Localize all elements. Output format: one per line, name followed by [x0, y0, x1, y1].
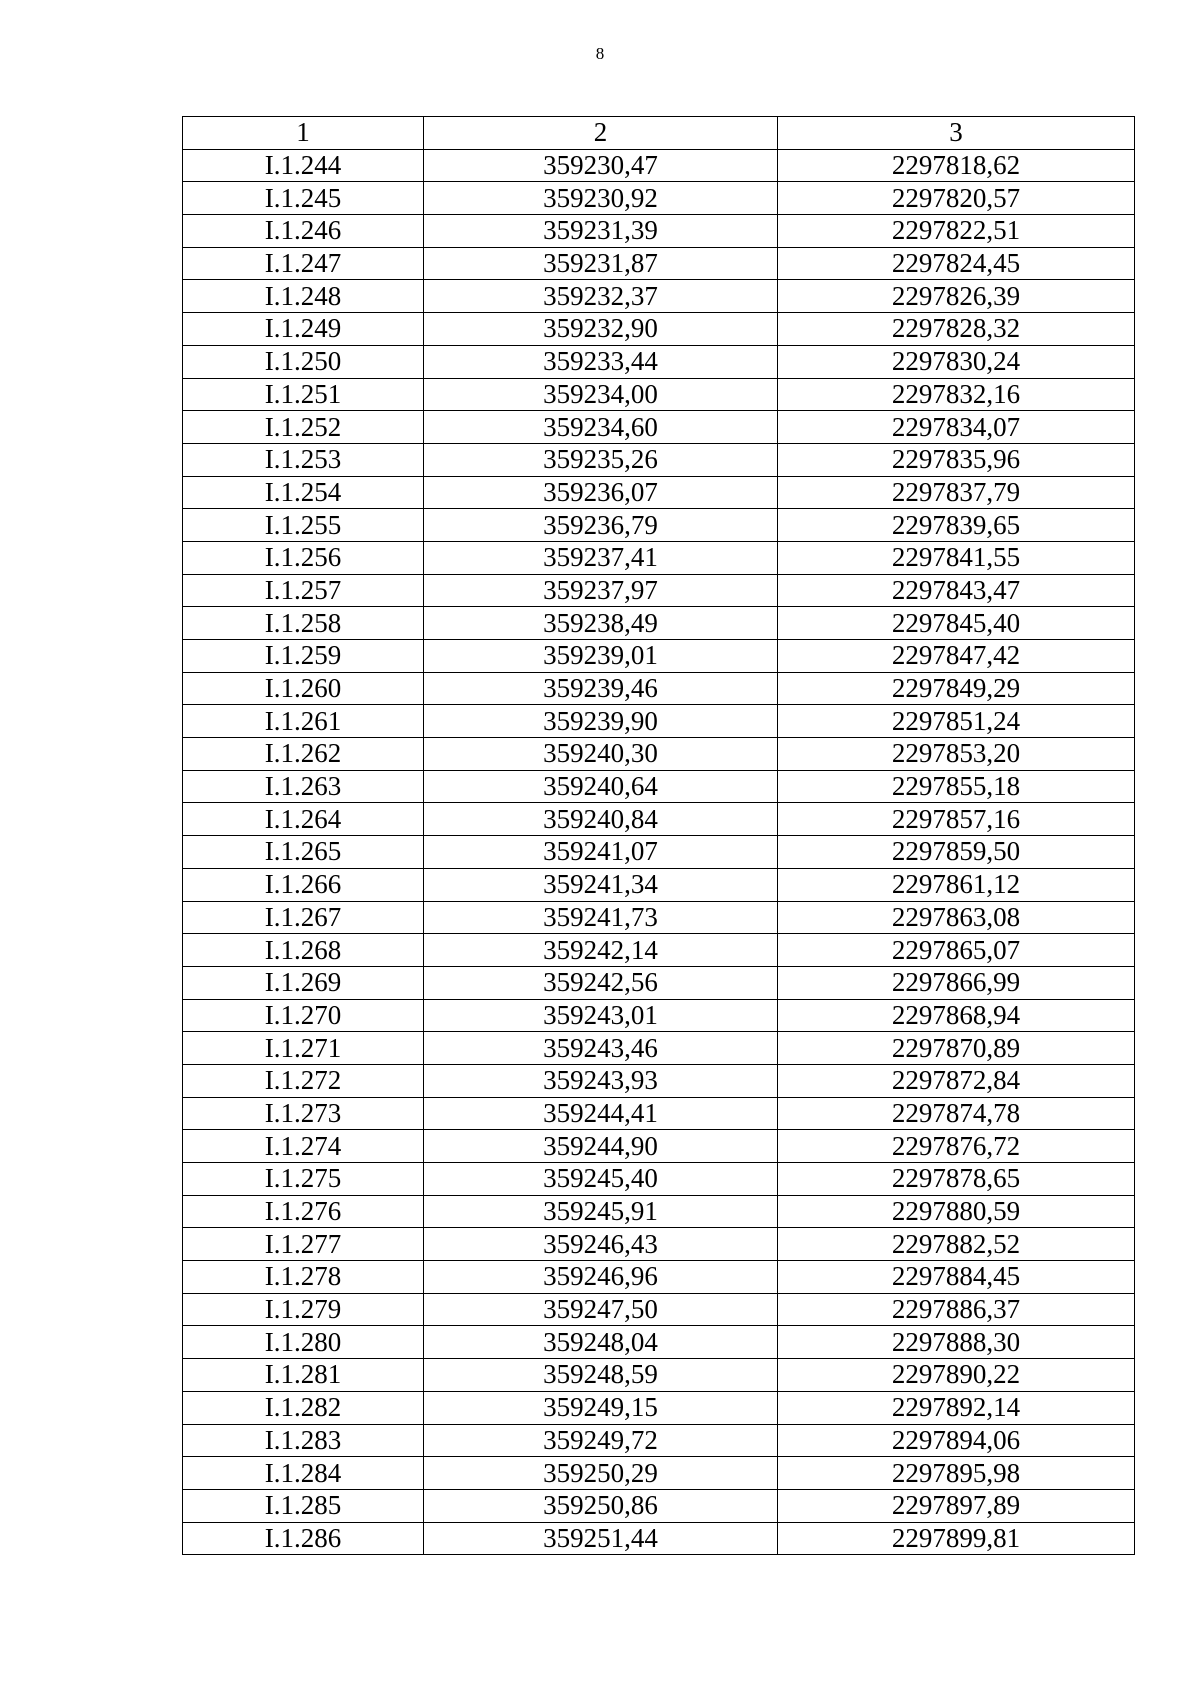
coordinate-y-cell: 2297895,98 [778, 1457, 1135, 1490]
coordinate-x-cell: 359240,84 [424, 803, 778, 836]
coordinate-y-cell: 2297851,24 [778, 705, 1135, 738]
coordinate-y-cell: 2297861,12 [778, 868, 1135, 901]
coordinate-x-cell: 359230,47 [424, 149, 778, 182]
coordinate-x-cell: 359237,41 [424, 541, 778, 574]
coordinate-x-cell: 359234,00 [424, 378, 778, 411]
coordinate-x-cell: 359230,92 [424, 182, 778, 215]
point-id-cell: I.1.285 [183, 1489, 424, 1522]
table-row [183, 541, 1135, 574]
point-id-cell: I.1.256 [183, 541, 424, 574]
point-id-cell: I.1.263 [183, 770, 424, 803]
table-row [183, 1522, 1135, 1555]
coordinate-y-cell: 2297870,89 [778, 1032, 1135, 1065]
point-id-cell: I.1.261 [183, 705, 424, 738]
coordinate-x-cell: 359251,44 [424, 1522, 778, 1555]
table-row [183, 1032, 1135, 1065]
point-id-cell: I.1.247 [183, 247, 424, 280]
table-row [183, 672, 1135, 705]
point-id-cell: I.1.281 [183, 1359, 424, 1392]
table-row [183, 934, 1135, 967]
coordinate-y-cell: 2297820,57 [778, 182, 1135, 215]
column-header-1: 1 [183, 117, 424, 150]
coordinate-x-cell: 359249,15 [424, 1391, 778, 1424]
point-id-cell: I.1.273 [183, 1097, 424, 1130]
point-id-cell: I.1.260 [183, 672, 424, 705]
point-id-cell: I.1.268 [183, 934, 424, 967]
coordinate-y-cell: 2297826,39 [778, 280, 1135, 313]
table-row [183, 999, 1135, 1032]
coordinate-x-cell: 359250,86 [424, 1489, 778, 1522]
coordinate-x-cell: 359231,87 [424, 247, 778, 280]
coordinate-x-cell: 359240,64 [424, 770, 778, 803]
table-row [183, 868, 1135, 901]
table-row [183, 378, 1135, 411]
coordinate-x-cell: 359246,96 [424, 1261, 778, 1294]
point-id-cell: I.1.250 [183, 345, 424, 378]
coordinate-x-cell: 359241,07 [424, 836, 778, 869]
point-id-cell: I.1.252 [183, 411, 424, 444]
table-row [183, 215, 1135, 248]
table-row [183, 966, 1135, 999]
table-row [183, 1261, 1135, 1294]
coordinate-x-cell: 359231,39 [424, 215, 778, 248]
table-row [183, 803, 1135, 836]
coordinate-y-cell: 2297834,07 [778, 411, 1135, 444]
table-row [183, 1163, 1135, 1196]
table-row [183, 1097, 1135, 1130]
point-id-cell: I.1.272 [183, 1064, 424, 1097]
point-id-cell: I.1.249 [183, 313, 424, 346]
point-id-cell: I.1.274 [183, 1130, 424, 1163]
coordinate-x-cell: 359238,49 [424, 607, 778, 640]
coordinate-x-cell: 359249,72 [424, 1424, 778, 1457]
coordinate-y-cell: 2297835,96 [778, 443, 1135, 476]
coordinate-y-cell: 2297884,45 [778, 1261, 1135, 1294]
coordinate-y-cell: 2297897,89 [778, 1489, 1135, 1522]
coordinate-y-cell: 2297839,65 [778, 509, 1135, 542]
coordinate-x-cell: 359243,93 [424, 1064, 778, 1097]
coordinate-x-cell: 359245,40 [424, 1163, 778, 1196]
coordinate-y-cell: 2297863,08 [778, 901, 1135, 934]
point-id-cell: I.1.284 [183, 1457, 424, 1490]
table-row [183, 280, 1135, 313]
coordinate-x-cell: 359232,90 [424, 313, 778, 346]
coordinates-table [182, 116, 1135, 1555]
coordinate-x-cell: 359248,04 [424, 1326, 778, 1359]
coordinate-y-cell: 2297841,55 [778, 541, 1135, 574]
point-id-cell: I.1.286 [183, 1522, 424, 1555]
table-row [183, 1293, 1135, 1326]
point-id-cell: I.1.269 [183, 966, 424, 999]
point-id-cell: I.1.282 [183, 1391, 424, 1424]
point-id-cell: I.1.265 [183, 836, 424, 869]
table-row [183, 1064, 1135, 1097]
coordinate-x-cell: 359242,14 [424, 934, 778, 967]
table-row [183, 1359, 1135, 1392]
coordinate-x-cell: 359233,44 [424, 345, 778, 378]
coordinate-x-cell: 359241,73 [424, 901, 778, 934]
point-id-cell: I.1.264 [183, 803, 424, 836]
coordinate-y-cell: 2297888,30 [778, 1326, 1135, 1359]
coordinate-y-cell: 2297892,14 [778, 1391, 1135, 1424]
table-row [183, 182, 1135, 215]
table-row [183, 901, 1135, 934]
table-row [183, 1130, 1135, 1163]
coordinate-y-cell: 2297886,37 [778, 1293, 1135, 1326]
coordinate-y-cell: 2297876,72 [778, 1130, 1135, 1163]
point-id-cell: I.1.251 [183, 378, 424, 411]
coordinate-y-cell: 2297830,24 [778, 345, 1135, 378]
table-row [183, 149, 1135, 182]
table-row [183, 770, 1135, 803]
table-row [183, 1457, 1135, 1490]
coordinate-y-cell: 2297878,65 [778, 1163, 1135, 1196]
coordinate-x-cell: 359247,50 [424, 1293, 778, 1326]
table-row [183, 509, 1135, 542]
coordinate-y-cell: 2297853,20 [778, 738, 1135, 771]
coordinate-y-cell: 2297866,99 [778, 966, 1135, 999]
coordinate-x-cell: 359246,43 [424, 1228, 778, 1261]
coordinate-y-cell: 2297822,51 [778, 215, 1135, 248]
table-row [183, 607, 1135, 640]
coordinate-x-cell: 359243,01 [424, 999, 778, 1032]
point-id-cell: I.1.246 [183, 215, 424, 248]
coordinate-x-cell: 359244,90 [424, 1130, 778, 1163]
coordinate-y-cell: 2297843,47 [778, 574, 1135, 607]
coordinate-x-cell: 359232,37 [424, 280, 778, 313]
coordinate-x-cell: 359239,46 [424, 672, 778, 705]
point-id-cell: I.1.280 [183, 1326, 424, 1359]
coordinate-y-cell: 2297845,40 [778, 607, 1135, 640]
table-header-row [183, 117, 1135, 150]
table-row [183, 411, 1135, 444]
coordinate-y-cell: 2297865,07 [778, 934, 1135, 967]
coordinate-x-cell: 359234,60 [424, 411, 778, 444]
point-id-cell: I.1.254 [183, 476, 424, 509]
point-id-cell: I.1.257 [183, 574, 424, 607]
coordinate-y-cell: 2297857,16 [778, 803, 1135, 836]
table-row [183, 574, 1135, 607]
point-id-cell: I.1.276 [183, 1195, 424, 1228]
coordinate-x-cell: 359248,59 [424, 1359, 778, 1392]
coordinate-y-cell: 2297828,32 [778, 313, 1135, 346]
coordinate-x-cell: 359244,41 [424, 1097, 778, 1130]
table-row [183, 1228, 1135, 1261]
point-id-cell: I.1.262 [183, 738, 424, 771]
coordinate-x-cell: 359239,01 [424, 640, 778, 673]
point-id-cell: I.1.266 [183, 868, 424, 901]
coordinate-x-cell: 359236,07 [424, 476, 778, 509]
coordinate-y-cell: 2297880,59 [778, 1195, 1135, 1228]
coordinate-y-cell: 2297847,42 [778, 640, 1135, 673]
table-row [183, 705, 1135, 738]
coordinate-y-cell: 2297849,29 [778, 672, 1135, 705]
point-id-cell: I.1.253 [183, 443, 424, 476]
coordinate-y-cell: 2297872,84 [778, 1064, 1135, 1097]
table-row [183, 1195, 1135, 1228]
coordinate-y-cell: 2297868,94 [778, 999, 1135, 1032]
point-id-cell: I.1.259 [183, 640, 424, 673]
point-id-cell: I.1.267 [183, 901, 424, 934]
table-row [183, 443, 1135, 476]
point-id-cell: I.1.283 [183, 1424, 424, 1457]
point-id-cell: I.1.277 [183, 1228, 424, 1261]
point-id-cell: I.1.255 [183, 509, 424, 542]
point-id-cell: I.1.279 [183, 1293, 424, 1326]
table-row [183, 1391, 1135, 1424]
coordinate-y-cell: 2297832,16 [778, 378, 1135, 411]
coordinate-x-cell: 359239,90 [424, 705, 778, 738]
coordinate-y-cell: 2297824,45 [778, 247, 1135, 280]
coordinate-y-cell: 2297899,81 [778, 1522, 1135, 1555]
coordinate-x-cell: 359237,97 [424, 574, 778, 607]
coordinate-x-cell: 359243,46 [424, 1032, 778, 1065]
page-number: 8 [595, 44, 605, 63]
column-header-2: 2 [424, 117, 778, 150]
coordinate-y-cell: 2297894,06 [778, 1424, 1135, 1457]
coordinate-y-cell: 2297859,50 [778, 836, 1135, 869]
table-row [183, 1424, 1135, 1457]
table-row [183, 640, 1135, 673]
table-row [183, 247, 1135, 280]
point-id-cell: I.1.275 [183, 1163, 424, 1196]
table-row [183, 313, 1135, 346]
point-id-cell: I.1.278 [183, 1261, 424, 1294]
coordinate-y-cell: 2297874,78 [778, 1097, 1135, 1130]
point-id-cell: I.1.258 [183, 607, 424, 640]
coordinate-x-cell: 359240,30 [424, 738, 778, 771]
coordinate-x-cell: 359235,26 [424, 443, 778, 476]
coordinate-x-cell: 359236,79 [424, 509, 778, 542]
point-id-cell: I.1.248 [183, 280, 424, 313]
point-id-cell: I.1.271 [183, 1032, 424, 1065]
point-id-cell: I.1.245 [183, 182, 424, 215]
table-row [183, 836, 1135, 869]
coordinate-y-cell: 2297882,52 [778, 1228, 1135, 1261]
point-id-cell: I.1.270 [183, 999, 424, 1032]
coordinate-x-cell: 359242,56 [424, 966, 778, 999]
table-row [183, 1489, 1135, 1522]
coordinate-x-cell: 359250,29 [424, 1457, 778, 1490]
table-row [183, 738, 1135, 771]
coordinate-x-cell: 359245,91 [424, 1195, 778, 1228]
coordinate-y-cell: 2297818,62 [778, 149, 1135, 182]
coordinate-y-cell: 2297837,79 [778, 476, 1135, 509]
table-row [183, 1326, 1135, 1359]
coordinate-y-cell: 2297855,18 [778, 770, 1135, 803]
point-id-cell: I.1.244 [183, 149, 424, 182]
table-row [183, 476, 1135, 509]
coordinate-y-cell: 2297890,22 [778, 1359, 1135, 1392]
table-body [183, 149, 1135, 1555]
column-header-3: 3 [778, 117, 1135, 150]
table-row [183, 345, 1135, 378]
coordinate-x-cell: 359241,34 [424, 868, 778, 901]
